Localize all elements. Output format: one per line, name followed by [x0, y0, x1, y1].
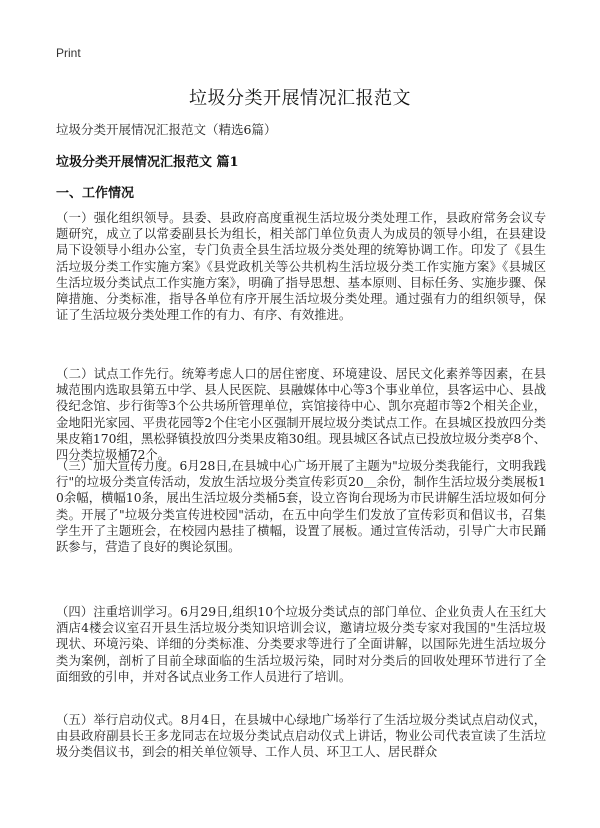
- page-title: 垃圾分类开展情况汇报范文: [189, 88, 411, 109]
- paragraph-pilot: （二）试点工作先行。统筹考虑人口的居住密度、环境建设、居民文化素养等因素，在县城范围内选取县第五中学、县人民医院、县融媒体中心等3个事业单位，县客运中心、县战役纪念馆、步行街等3个公共场所管理单位，宾馆接待中心、凯尔亮超市等2个相关企业，金地阳光家园、平贵花园等2个住宅小区强制开展垃圾分类试点工作。在县城区投放四分类果皮箱170组，黑松驿镇投放四分类果皮箱30组。现县城区各试点已投放垃圾分类亭8个、四分类垃圾桶72个。: [56, 367, 546, 463]
- paragraph-launch: （五）举行启动仪式。8月4日，在县城中心绿地广场举行了生活垃圾分类试点启动仪式，由县政府副县长王多龙同志在垃圾分类试点启动仪式上讲话，物业公司代表宣读了生活垃圾分类倡议书，到会的相关单位领导、工作人员、环卫工人、居民群众: [56, 713, 546, 760]
- paragraph-organization: （一）强化组织领导。县委、县政府高度重视生活垃圾分类处理工作，县政府常务会议专题研究，成立了以常委副县长为组长，相关部门单位负责人为成员的领导小组，在县建设局下设领导小组办公室，专门负责全县生活垃圾分类处理的统筹协调工作。印发了《县生活垃圾分类工作实施方案》《县党政机关等公共机构生活垃圾分类工作实施方案》《县城区生活垃圾分类试点工作实施方案》，明确了指导思想、基本原则、目标任务、实施步骤、保障措施、分类标准，指导各单位有序开展生活垃圾分类处理。通过强有力的组织领导，保证了生活垃圾分类处理工作的有力、有序、有效推进。: [56, 211, 546, 323]
- paragraph-training: （四）注重培训学习。6月29日,组织10个垃圾分类试点的部门单位、企业负责人在玉红大酒店4楼会议室召开县生活垃圾分类知识培训会议，邀请垃圾分类专家对我国的"生活垃圾现状、环境污染、详细的分类标准、分类要求等进行了全面讲解，以国际先进生活垃圾分类为案例，剖析了目前全球面临的生活垃圾污染，同时对分类后的回收处理环节进行了全面细致的引申，并对各试点业务工作人员进行了培训。: [56, 605, 546, 684]
- section-heading: 一、工作情况: [56, 186, 135, 201]
- article-heading: 垃圾分类开展情况汇报范文 篇1: [56, 155, 239, 170]
- print-label[interactable]: Print: [56, 46, 81, 60]
- document-subtitle: 垃圾分类开展情况汇报范文（精选6篇）: [56, 122, 277, 137]
- paragraph-publicity: （三）加大宣传力度。6月28日,在县城中心广场开展了主题为"垃圾分类我能行，文明我践行"的垃圾分类宣传活动，发放生活垃圾分类宣传彩页20＿余份，制作生活垃圾分类展板10余幅，横幅10条，展出生活垃圾分类桶5套，设立咨询台现场为市民讲解生活垃圾如何分类。开展了"垃圾分类宣传进校园"活动，在五中向学生们发放了宣传彩页和倡议书，召集学生开了主题班会，在校园内悬挂了横幅，设置了展板。通过宣传活动，引导广大市民踊跃参与，营造了良好的舆论氛围。: [56, 459, 546, 555]
